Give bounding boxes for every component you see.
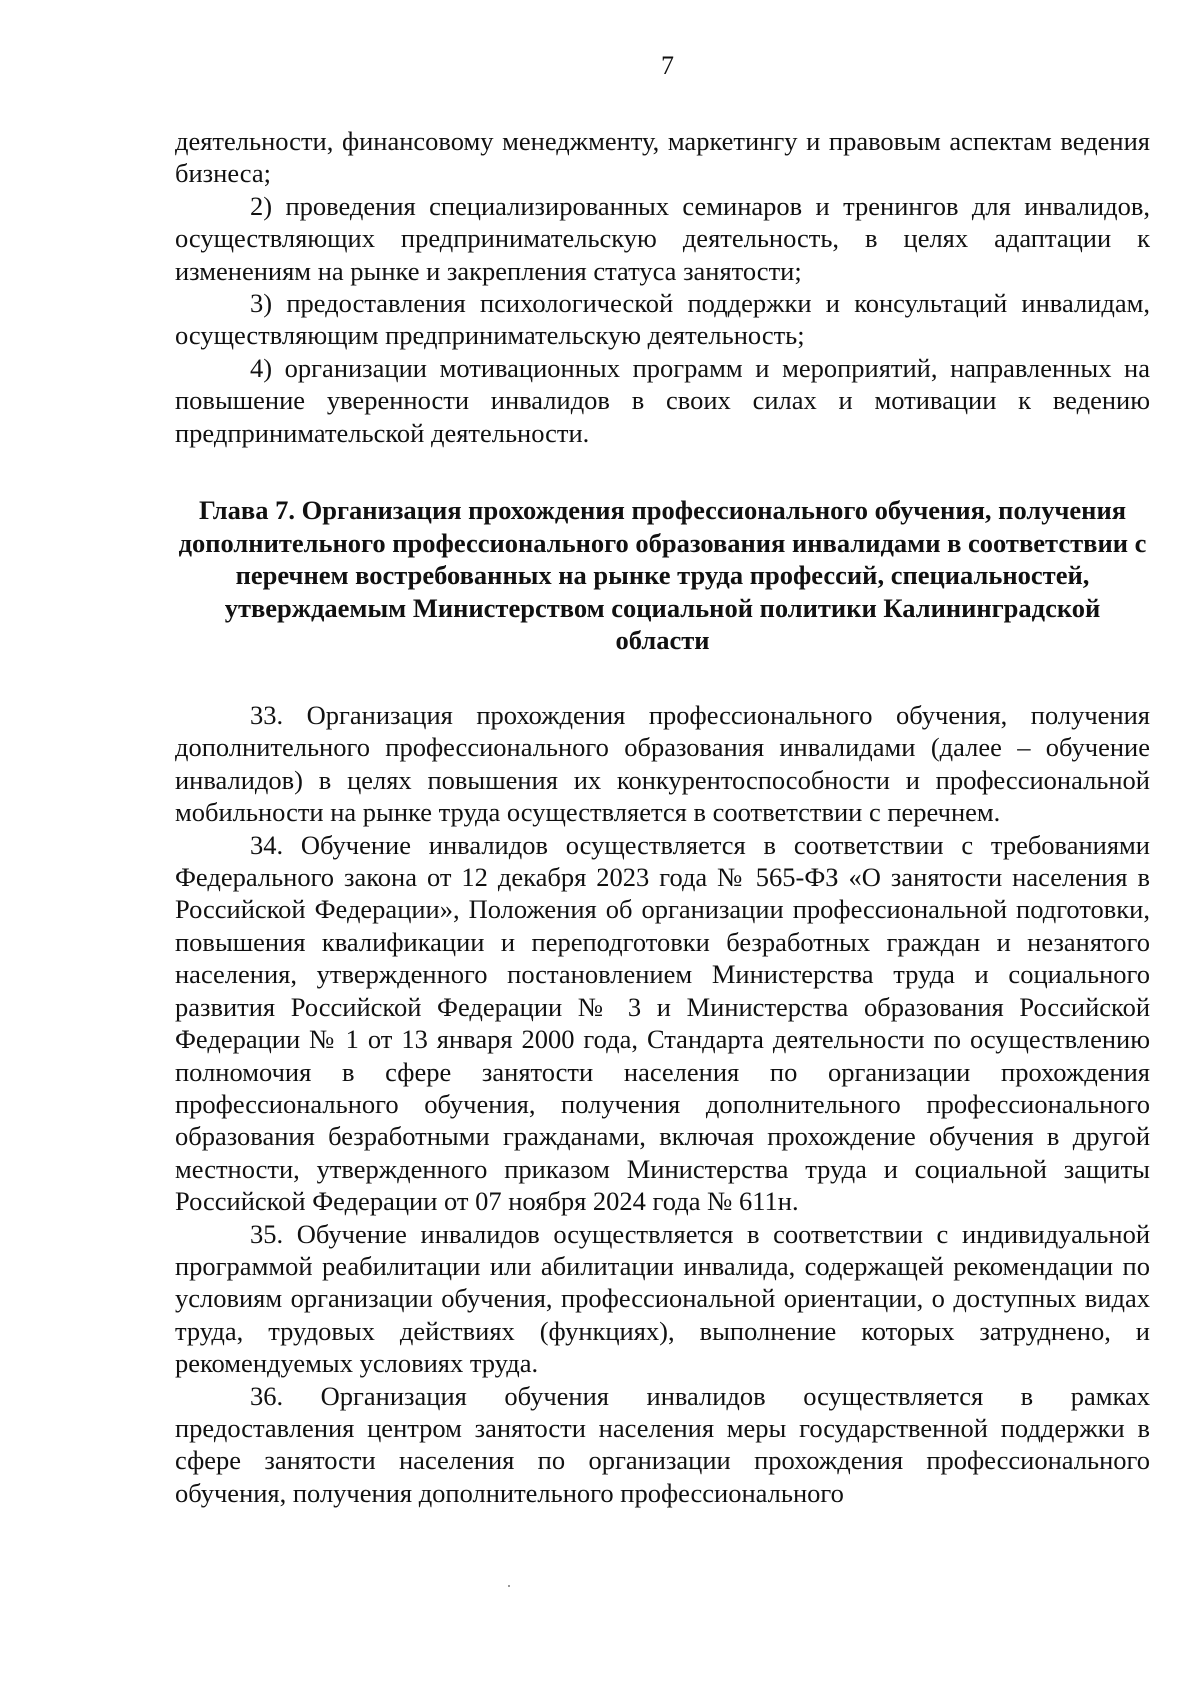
page-number: 7 (661, 51, 674, 80)
list-item-3: 3) предоставления психологической поддержки и консультаций инвалидам, осуществляющим предпринимательскую деятельность; (175, 288, 1150, 351)
list-item-4: 4) организации мотивационных программ и мероприятий, направленных на повышение уверенности инвалидов в своих силах и мотивации к ведению предпринимательской деятельности. (175, 352, 1150, 448)
list-item-2: 2) проведения специализированных семинаров и тренингов для инвалидов, осуществляющих предпринимательскую деятельность, в целях адаптации к изменениям на рынке и закрепления статуса занятости; (175, 190, 1150, 286)
paragraph-33: 33. Организация прохождения профессионального обучения, получения дополнительного профессионального образования инвалидами (далее – обучение инвалидов) в целях повышения их конкурентоспособности и профессиональной мобильности на рынке труда осуществляется в соответствии с перечнем. (175, 700, 1150, 828)
chapter-heading: Глава 7. Организация прохождения профессионального обучения, получения дополнительного профессионального образования инвалидами в соответствии с перечнем востребованных на рынке труда профессий, специальностей, утверждаемым Министерством социальной политики Калининградской области (178, 495, 1147, 656)
paragraph-35: 35. Обучение инвалидов осуществляется в соответствии с индивидуальной программой реабилитации или абилитации инвалида, содержащей рекомендации по условиям организации обучения, профессиональной ориентации, о доступных видах труда, трудовых действиях (функциях), выполнение которых затруднено, и рекомендуемых условиях труда. (175, 1218, 1150, 1379)
paragraph-continuation: деятельности, финансовому менеджменту, маркетингу и правовым аспектам ведения бизнеса; (175, 126, 1150, 189)
document-body (175, 125, 1150, 1509)
scan-speck (508, 1585, 510, 1587)
paragraph-36: 36. Организация обучения инвалидов осуществляется в рамках предоставления центром занятости населения меры государственной поддержки в сфере занятости населения по организации прохождения профессионального обучения, получения дополнительного профессионального (175, 1380, 1150, 1508)
paragraph-34: 34. Обучение инвалидов осуществляется в соответствии с требованиями Федерального закона от 12 декабря 2023 года № 565-ФЗ «О занятости населения в Российской Федерации», Положения об организации профессиональной подготовки, повышения квалификации и переподготовки безработных граждан и незанятого населения, утвержденного постановлением Министерства труда и социального развития Российской Федерации № 3 и Министерства образования Российской Федерации № 1 от 13 января 2000 года, Стандарта деятельности по осуществлению полномочия в сфере занятости населения по организации прохождения профессионального обучения, получения дополнительного профессионального образования безработными гражданами, включая прохождение обучения в другой местности, утвержденного приказом Министерства труда и социальной защиты Российской Федерации от 07 ноября 2024 года № 611н. (175, 829, 1150, 1217)
